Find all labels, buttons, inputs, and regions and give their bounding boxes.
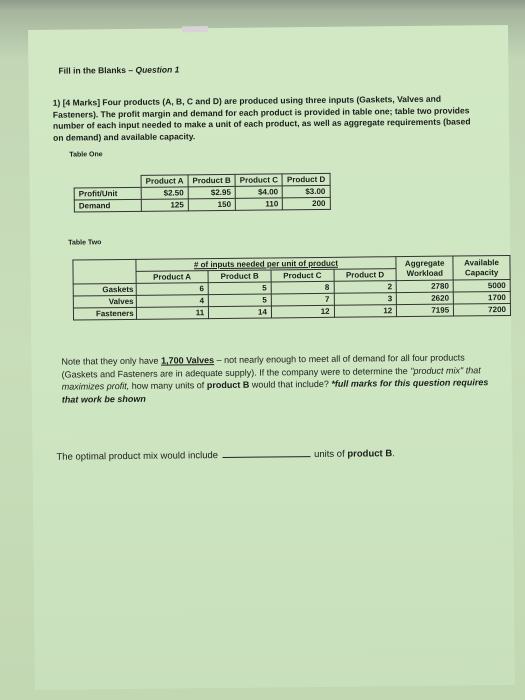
note-text: – not nearly enough to meet all of demand for all four products (Gaskets and Fasteners are in adequate supply). If the company were to determine the xyxy=(61,352,465,380)
table-one xyxy=(74,173,331,213)
note-product-mix: "product mix" that maximizes profit, xyxy=(61,364,481,392)
table-row xyxy=(74,197,330,212)
table-cell: 2780 xyxy=(396,280,453,293)
table-cell: 200 xyxy=(283,197,330,209)
table-one-col-header: Product B xyxy=(188,174,235,186)
table-cell: 8 xyxy=(271,281,334,294)
note-full-marks: *full marks for this question requires that work be shown xyxy=(61,377,489,405)
table-one-col-header: Product A xyxy=(141,175,188,187)
table-cell: 11 xyxy=(136,307,209,320)
question-text xyxy=(53,93,483,144)
note-paragraph xyxy=(61,351,492,406)
table-cell: 5 xyxy=(209,294,272,307)
answer-product-b: product B xyxy=(347,448,393,460)
table-cell: 7200 xyxy=(454,303,511,316)
table-two-label: Table Two xyxy=(68,239,102,247)
worksheet-page xyxy=(28,25,515,690)
table-cell: $2.50 xyxy=(141,187,188,199)
table-cell: 4 xyxy=(136,295,209,308)
available-capacity-header xyxy=(453,255,510,280)
group-header-text: # of inputs needed per unit of product xyxy=(193,258,339,269)
aggregate-header-line: Workload xyxy=(406,268,443,278)
table-cell: 125 xyxy=(141,199,188,211)
row-label: Valves xyxy=(73,295,136,308)
table-two-corner xyxy=(73,259,136,284)
table-cell: 1700 xyxy=(453,291,510,304)
note-text: would that include? xyxy=(249,378,332,390)
question-marks: 1) [4 Marks] xyxy=(52,97,101,108)
answer-period: . xyxy=(392,448,395,460)
row-label: Gaskets xyxy=(73,283,136,296)
table-cell: 14 xyxy=(209,306,272,319)
table-cell: $4.00 xyxy=(235,186,282,198)
table-cell: 5 xyxy=(208,282,271,295)
table-cell: 12 xyxy=(271,305,334,318)
answer-line xyxy=(56,445,496,463)
table-cell: 3 xyxy=(334,293,397,306)
heading-question-number: Question 1 xyxy=(135,64,180,75)
table-cell: 110 xyxy=(235,198,282,210)
table-one-col-header: Product D xyxy=(282,173,329,185)
row-label: Fasteners xyxy=(73,307,136,320)
note-valves-emphasis: 1,700 Valves xyxy=(160,355,215,366)
table-cell: 5000 xyxy=(453,279,510,292)
note-text: Note that they only have xyxy=(61,355,162,367)
answer-blank[interactable] xyxy=(222,447,310,458)
table-cell: 2620 xyxy=(397,292,454,305)
table-one-corner xyxy=(74,175,141,188)
table-two-col-header: Product A xyxy=(136,271,209,284)
table-two xyxy=(72,255,511,321)
table-two-col-header: Product B xyxy=(208,270,271,283)
heading-prefix: Fill in the Blanks – xyxy=(58,64,136,76)
table-two-col-header: Product D xyxy=(334,269,397,282)
answer-prefix: The optimal product mix would include xyxy=(56,450,219,463)
table-two-col-header: Product C xyxy=(271,269,334,282)
table-one-col-header: Product C xyxy=(235,174,282,186)
note-text: how many units of xyxy=(129,380,207,391)
page-edge-mark xyxy=(182,26,208,32)
table-cell: 150 xyxy=(188,198,235,210)
page-heading xyxy=(58,64,179,75)
table-cell: 7195 xyxy=(397,304,454,317)
table-cell: $2.95 xyxy=(188,186,235,198)
table-cell: $3.00 xyxy=(283,185,330,197)
capacity-header-line: Capacity xyxy=(464,267,499,277)
table-cell: 2 xyxy=(334,281,397,294)
table-cell: 12 xyxy=(334,305,397,318)
table-one-label: Table One xyxy=(69,151,103,159)
table-cell: 7 xyxy=(271,293,334,306)
row-label: Demand xyxy=(74,199,141,212)
row-label: Profit/Unit xyxy=(74,187,141,200)
table-cell: 6 xyxy=(136,283,209,296)
aggregate-workload-header xyxy=(396,256,453,281)
answer-suffix: units of xyxy=(313,448,348,461)
question-body: Four products (A, B, C and D) are produced using three inputs (Gaskets, Valves and Fasteners). The profit margin and demand for each product is provided in table one; table two provides number of each input needed to make a unit of each product, as well as aggregate requirements (based on demand) and available capacity. xyxy=(52,93,471,143)
aggregate-header-line: Aggregate xyxy=(404,258,445,268)
capacity-header-line: Available xyxy=(464,257,500,267)
note-product-b: product B xyxy=(206,379,250,391)
